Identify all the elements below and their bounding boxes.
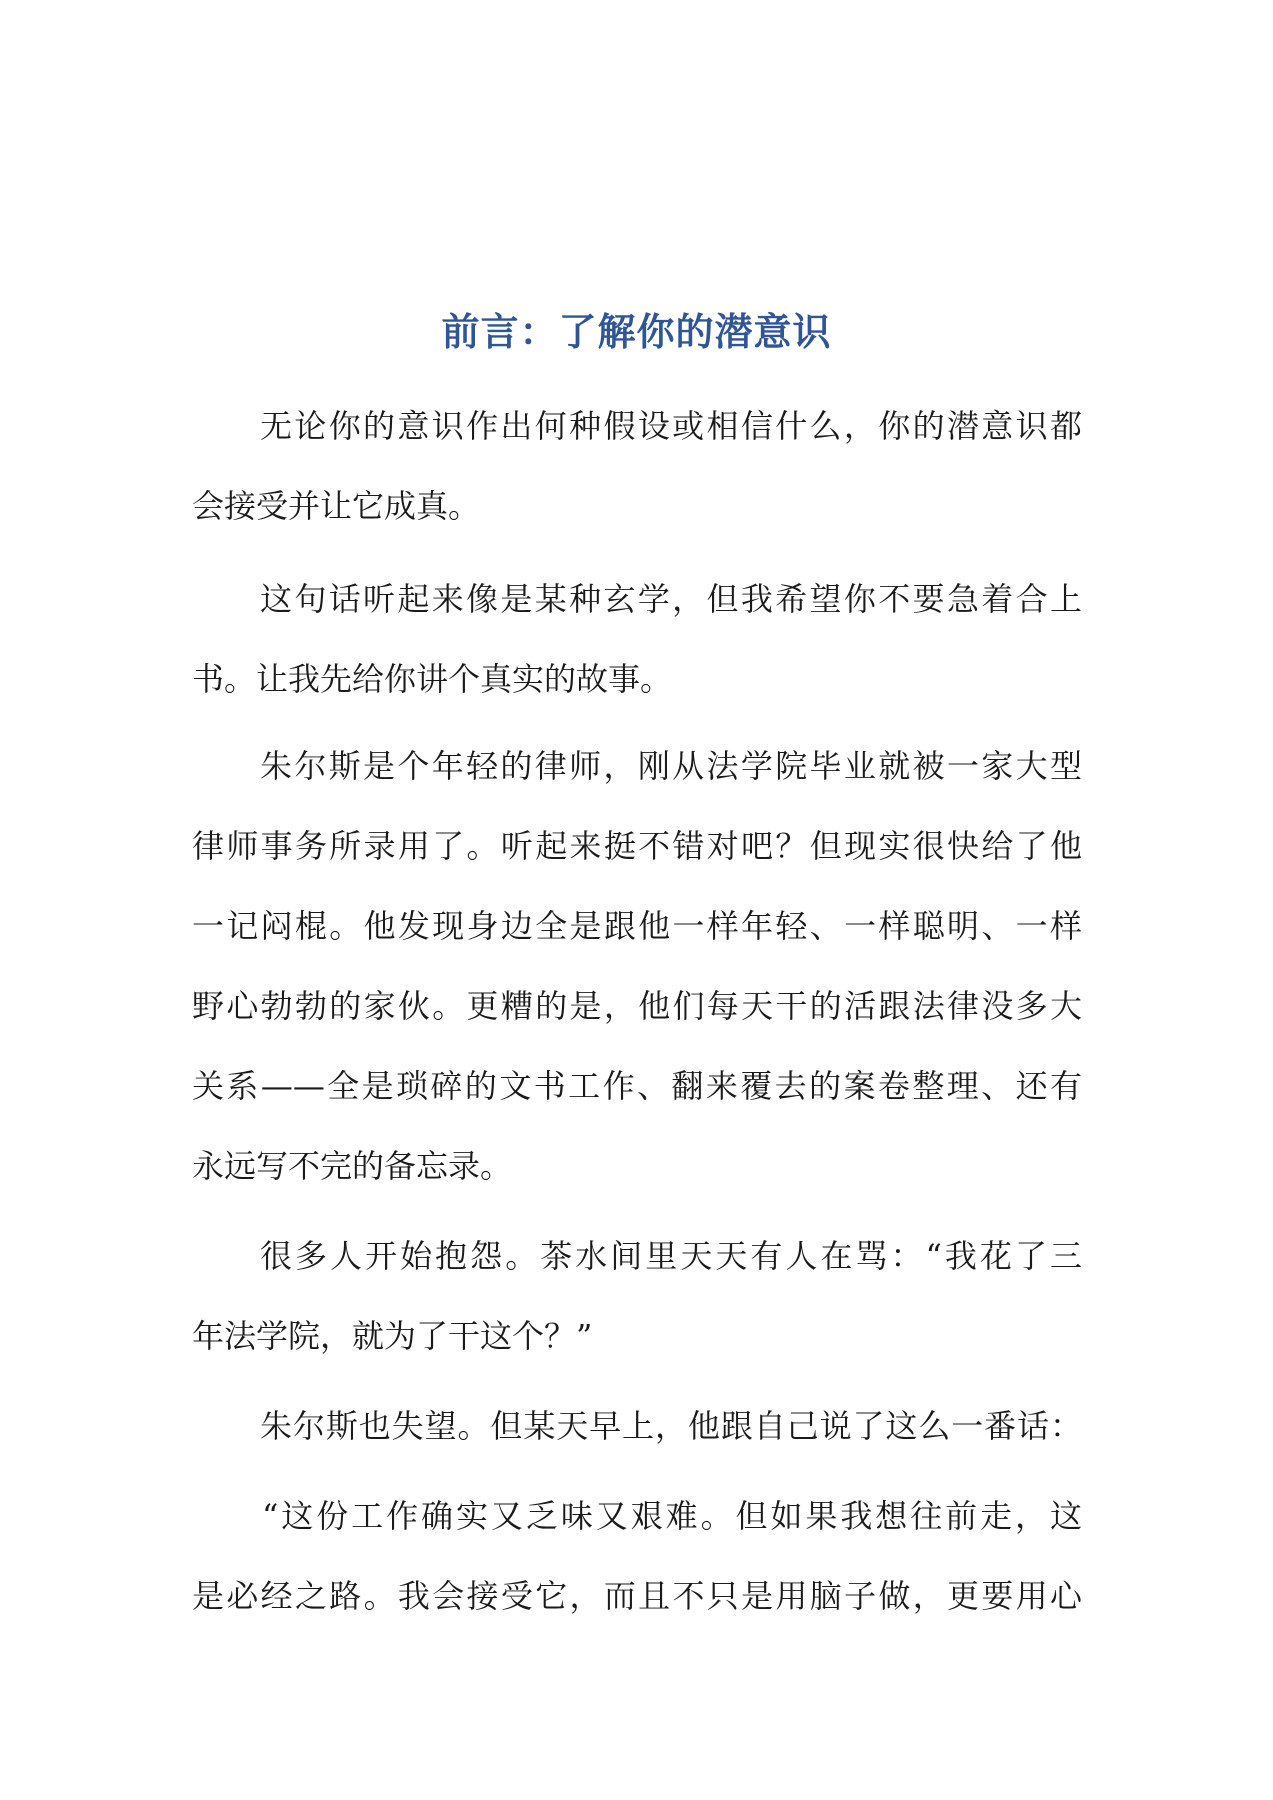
paragraph-2-line-2: 书。让我先给你讲个真实的故事。: [192, 660, 673, 698]
paragraph-3-line-6: 永远写不完的备忘录。: [192, 1147, 513, 1185]
paragraph-5-line-1: 朱尔斯也失望。但某天早上，他跟自己说了这么一番话：: [260, 1407, 1082, 1445]
paragraph-3-line-4: 野心勃勃的家伙。更糟的是，他们每天干的活跟法律没多大: [192, 987, 1082, 1025]
paragraph-3-line-1: 朱尔斯是个年轻的律师，刚从法学院毕业就被一家大型: [260, 747, 1082, 785]
paragraph-1-line-1: 无论你的意识作出何种假设或相信什么，你的潜意识都: [260, 407, 1082, 445]
paragraph-6-line-2: 是必经之路。我会接受它，而且不只是用脑子做，更要用心: [192, 1577, 1082, 1615]
paragraph-1-line-2: 会接受并让它成真。: [192, 487, 481, 525]
paragraph-3-line-3: 一记闷棍。他发现身边全是跟他一样年轻、一样聪明、一样: [192, 907, 1082, 945]
paragraph-3-line-2: 律师事务所录用了。听起来挺不错对吧？但现实很快给了他: [192, 827, 1082, 865]
paragraph-2-line-1: 这句话听起来像是某种玄学，但我希望你不要急着合上: [260, 580, 1082, 618]
paragraph-4-line-2: 年法学院，就为了干这个？”: [192, 1317, 593, 1355]
paragraph-4-line-1: 很多人开始抱怨。茶水间里天天有人在骂：“我花了三: [260, 1237, 1082, 1275]
page-title: 前言：了解你的潜意识: [441, 310, 832, 354]
paragraph-3-line-5: 关系——全是琐碎的文书工作、翻来覆去的案卷整理、还有: [192, 1067, 1082, 1105]
paragraph-6-line-1: “这份工作确实又乏味又艰难。但如果我想往前走，这: [262, 1497, 1082, 1535]
